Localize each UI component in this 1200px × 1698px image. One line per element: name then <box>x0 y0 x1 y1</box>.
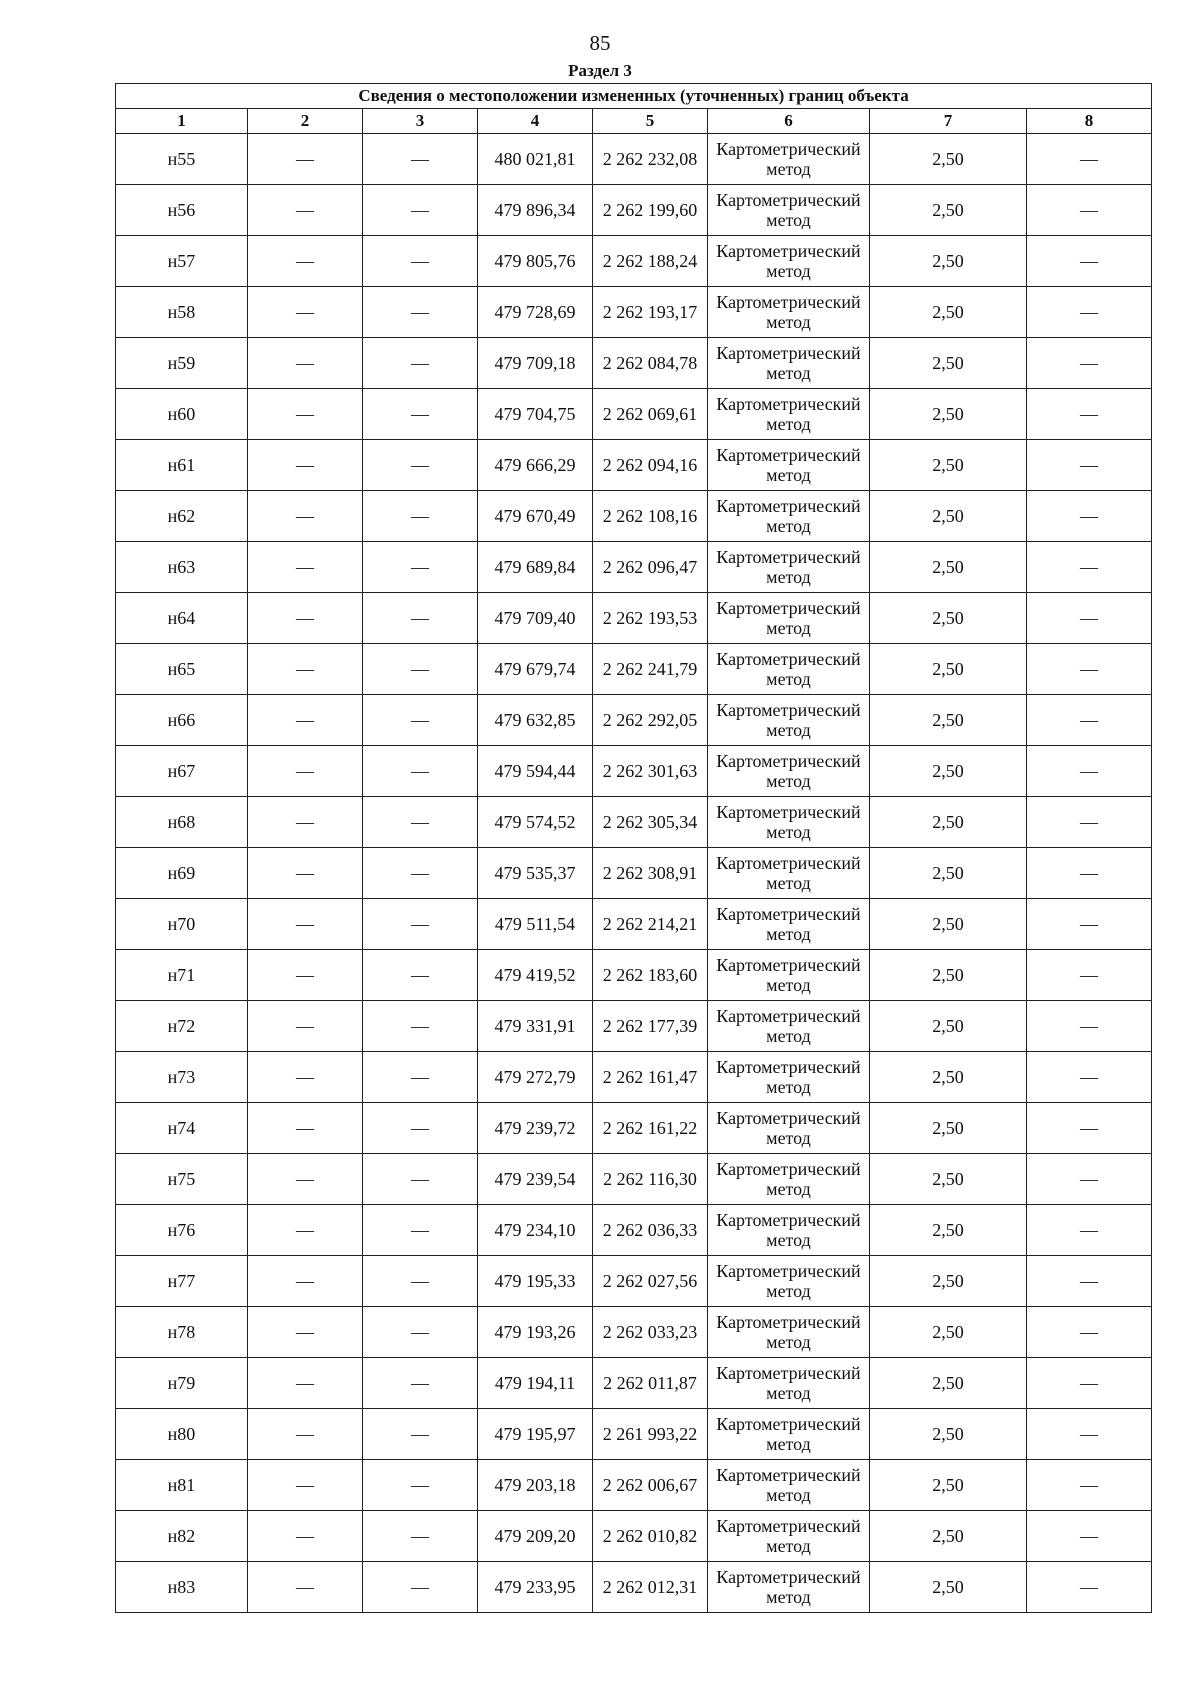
boundary-coordinates-table <box>115 83 1152 1613</box>
x-coordinate-cell: 479 331,91 <box>478 1001 593 1052</box>
table-row <box>116 1154 1152 1205</box>
method-cell: Картометрический метод <box>708 1001 870 1052</box>
precision-cell: 2,50 <box>870 1256 1027 1307</box>
col3-cell: — <box>363 491 478 542</box>
col2-cell: — <box>248 797 363 848</box>
method-cell: Картометрический метод <box>708 1358 870 1409</box>
col2-cell: — <box>248 848 363 899</box>
x-coordinate-cell: 479 574,52 <box>478 797 593 848</box>
precision-cell: 2,50 <box>870 1460 1027 1511</box>
column-number-8: 8 <box>1027 109 1152 134</box>
y-coordinate-cell: 2 262 094,16 <box>593 440 708 491</box>
y-coordinate-cell: 2 262 301,63 <box>593 746 708 797</box>
table-row <box>116 338 1152 389</box>
col8-cell: — <box>1027 1307 1152 1358</box>
y-coordinate-cell: 2 262 241,79 <box>593 644 708 695</box>
x-coordinate-cell: 479 666,29 <box>478 440 593 491</box>
col2-cell: — <box>248 1205 363 1256</box>
table-row <box>116 1205 1152 1256</box>
point-cell: н75 <box>116 1154 248 1205</box>
point-cell: н74 <box>116 1103 248 1154</box>
method-cell: Картометрический метод <box>708 950 870 1001</box>
x-coordinate-cell: 479 419,52 <box>478 950 593 1001</box>
method-cell: Картометрический метод <box>708 899 870 950</box>
x-coordinate-cell: 479 535,37 <box>478 848 593 899</box>
col8-cell: — <box>1027 236 1152 287</box>
table-row <box>116 1358 1152 1409</box>
table-row <box>116 440 1152 491</box>
point-cell: н62 <box>116 491 248 542</box>
column-number-1: 1 <box>116 109 248 134</box>
precision-cell: 2,50 <box>870 1358 1027 1409</box>
table-row <box>116 644 1152 695</box>
table-row <box>116 236 1152 287</box>
precision-cell: 2,50 <box>870 695 1027 746</box>
method-cell: Картометрический метод <box>708 491 870 542</box>
point-cell: н68 <box>116 797 248 848</box>
x-coordinate-cell: 479 234,10 <box>478 1205 593 1256</box>
col8-cell: — <box>1027 338 1152 389</box>
x-coordinate-cell: 479 511,54 <box>478 899 593 950</box>
method-cell: Картометрический метод <box>708 1307 870 1358</box>
col2-cell: — <box>248 644 363 695</box>
y-coordinate-cell: 2 262 012,31 <box>593 1562 708 1613</box>
method-cell: Картометрический метод <box>708 746 870 797</box>
precision-cell: 2,50 <box>870 440 1027 491</box>
col2-cell: — <box>248 950 363 1001</box>
method-cell: Картометрический метод <box>708 185 870 236</box>
col8-cell: — <box>1027 1409 1152 1460</box>
col3-cell: — <box>363 1205 478 1256</box>
col8-cell: — <box>1027 899 1152 950</box>
y-coordinate-cell: 2 262 006,67 <box>593 1460 708 1511</box>
col3-cell: — <box>363 1358 478 1409</box>
table-row <box>116 491 1152 542</box>
col8-cell: — <box>1027 1154 1152 1205</box>
x-coordinate-cell: 479 709,18 <box>478 338 593 389</box>
column-number-6: 6 <box>708 109 870 134</box>
point-cell: н71 <box>116 950 248 1001</box>
col3-cell: — <box>363 389 478 440</box>
table-row <box>116 797 1152 848</box>
point-cell: н73 <box>116 1052 248 1103</box>
table-row <box>116 1103 1152 1154</box>
col2-cell: — <box>248 695 363 746</box>
col3-cell: — <box>363 848 478 899</box>
point-cell: н78 <box>116 1307 248 1358</box>
table-row <box>116 1511 1152 1562</box>
col8-cell: — <box>1027 185 1152 236</box>
col2-cell: — <box>248 1256 363 1307</box>
col8-cell: — <box>1027 440 1152 491</box>
x-coordinate-cell: 479 233,95 <box>478 1562 593 1613</box>
x-coordinate-cell: 479 239,54 <box>478 1154 593 1205</box>
method-cell: Картометрический метод <box>708 1409 870 1460</box>
x-coordinate-cell: 479 594,44 <box>478 746 593 797</box>
col3-cell: — <box>363 899 478 950</box>
y-coordinate-cell: 2 262 069,61 <box>593 389 708 440</box>
table-row <box>116 899 1152 950</box>
table-caption: Сведения о местоположении измененных (уточненных) границ объекта <box>116 84 1152 109</box>
y-coordinate-cell: 2 262 193,17 <box>593 287 708 338</box>
col2-cell: — <box>248 1562 363 1613</box>
precision-cell: 2,50 <box>870 797 1027 848</box>
y-coordinate-cell: 2 262 232,08 <box>593 134 708 185</box>
table-row <box>116 542 1152 593</box>
precision-cell: 2,50 <box>870 848 1027 899</box>
x-coordinate-cell: 479 239,72 <box>478 1103 593 1154</box>
col3-cell: — <box>363 950 478 1001</box>
y-coordinate-cell: 2 262 214,21 <box>593 899 708 950</box>
col8-cell: — <box>1027 1460 1152 1511</box>
x-coordinate-cell: 479 272,79 <box>478 1052 593 1103</box>
col3-cell: — <box>363 1103 478 1154</box>
point-cell: н67 <box>116 746 248 797</box>
y-coordinate-cell: 2 262 193,53 <box>593 593 708 644</box>
col2-cell: — <box>248 287 363 338</box>
point-cell: н72 <box>116 1001 248 1052</box>
col3-cell: — <box>363 542 478 593</box>
method-cell: Картометрический метод <box>708 440 870 491</box>
col8-cell: — <box>1027 1511 1152 1562</box>
col2-cell: — <box>248 1001 363 1052</box>
column-number-5: 5 <box>593 109 708 134</box>
table-row <box>116 746 1152 797</box>
x-coordinate-cell: 479 689,84 <box>478 542 593 593</box>
table-body <box>116 134 1152 1613</box>
table-row <box>116 1562 1152 1613</box>
y-coordinate-cell: 2 262 027,56 <box>593 1256 708 1307</box>
precision-cell: 2,50 <box>870 644 1027 695</box>
method-cell: Картометрический метод <box>708 797 870 848</box>
col3-cell: — <box>363 440 478 491</box>
col3-cell: — <box>363 1409 478 1460</box>
point-cell: н59 <box>116 338 248 389</box>
y-coordinate-cell: 2 262 010,82 <box>593 1511 708 1562</box>
col3-cell: — <box>363 1460 478 1511</box>
col8-cell: — <box>1027 1052 1152 1103</box>
x-coordinate-cell: 479 203,18 <box>478 1460 593 1511</box>
col2-cell: — <box>248 134 363 185</box>
table-row <box>116 1001 1152 1052</box>
col2-cell: — <box>248 899 363 950</box>
col3-cell: — <box>363 695 478 746</box>
col2-cell: — <box>248 1103 363 1154</box>
y-coordinate-cell: 2 262 161,22 <box>593 1103 708 1154</box>
point-cell: н69 <box>116 848 248 899</box>
col2-cell: — <box>248 491 363 542</box>
table-row <box>116 1052 1152 1103</box>
y-coordinate-cell: 2 262 308,91 <box>593 848 708 899</box>
y-coordinate-cell: 2 262 116,30 <box>593 1154 708 1205</box>
page-number: 85 <box>589 31 611 55</box>
col2-cell: — <box>248 236 363 287</box>
x-coordinate-cell: 479 805,76 <box>478 236 593 287</box>
col3-cell: — <box>363 746 478 797</box>
precision-cell: 2,50 <box>870 950 1027 1001</box>
col8-cell: — <box>1027 644 1152 695</box>
col2-cell: — <box>248 1307 363 1358</box>
method-cell: Картометрический метод <box>708 1562 870 1613</box>
x-coordinate-cell: 479 195,33 <box>478 1256 593 1307</box>
col2-cell: — <box>248 338 363 389</box>
y-coordinate-cell: 2 262 199,60 <box>593 185 708 236</box>
y-coordinate-cell: 2 262 177,39 <box>593 1001 708 1052</box>
col2-cell: — <box>248 746 363 797</box>
y-coordinate-cell: 2 262 183,60 <box>593 950 708 1001</box>
precision-cell: 2,50 <box>870 1511 1027 1562</box>
method-cell: Картометрический метод <box>708 593 870 644</box>
col2-cell: — <box>248 1154 363 1205</box>
col8-cell: — <box>1027 848 1152 899</box>
x-coordinate-cell: 479 704,75 <box>478 389 593 440</box>
precision-cell: 2,50 <box>870 1409 1027 1460</box>
point-cell: н58 <box>116 287 248 338</box>
method-cell: Картометрический метод <box>708 1460 870 1511</box>
col3-cell: — <box>363 134 478 185</box>
y-coordinate-cell: 2 262 084,78 <box>593 338 708 389</box>
method-cell: Картометрический метод <box>708 1256 870 1307</box>
col3-cell: — <box>363 1001 478 1052</box>
precision-cell: 2,50 <box>870 338 1027 389</box>
precision-cell: 2,50 <box>870 1154 1027 1205</box>
col8-cell: — <box>1027 542 1152 593</box>
col8-cell: — <box>1027 134 1152 185</box>
col2-cell: — <box>248 440 363 491</box>
col3-cell: — <box>363 1256 478 1307</box>
precision-cell: 2,50 <box>870 236 1027 287</box>
x-coordinate-cell: 479 728,69 <box>478 287 593 338</box>
col8-cell: — <box>1027 1205 1152 1256</box>
method-cell: Картометрический метод <box>708 542 870 593</box>
col2-cell: — <box>248 185 363 236</box>
method-cell: Картометрический метод <box>708 287 870 338</box>
col3-cell: — <box>363 338 478 389</box>
point-cell: н79 <box>116 1358 248 1409</box>
table-row <box>116 695 1152 746</box>
col8-cell: — <box>1027 491 1152 542</box>
x-coordinate-cell: 479 194,11 <box>478 1358 593 1409</box>
point-cell: н60 <box>116 389 248 440</box>
method-cell: Картометрический метод <box>708 1154 870 1205</box>
method-cell: Картометрический метод <box>708 695 870 746</box>
point-cell: н70 <box>116 899 248 950</box>
col3-cell: — <box>363 1511 478 1562</box>
point-cell: н66 <box>116 695 248 746</box>
y-coordinate-cell: 2 262 305,34 <box>593 797 708 848</box>
table-row <box>116 185 1152 236</box>
x-coordinate-cell: 479 632,85 <box>478 695 593 746</box>
method-cell: Картометрический метод <box>708 236 870 287</box>
precision-cell: 2,50 <box>870 185 1027 236</box>
table-row <box>116 1256 1152 1307</box>
point-cell: н64 <box>116 593 248 644</box>
table-row <box>116 134 1152 185</box>
precision-cell: 2,50 <box>870 1103 1027 1154</box>
col8-cell: — <box>1027 1358 1152 1409</box>
x-coordinate-cell: 479 193,26 <box>478 1307 593 1358</box>
method-cell: Картометрический метод <box>708 1052 870 1103</box>
point-cell: н82 <box>116 1511 248 1562</box>
col3-cell: — <box>363 1154 478 1205</box>
col3-cell: — <box>363 236 478 287</box>
precision-cell: 2,50 <box>870 1307 1027 1358</box>
col2-cell: — <box>248 593 363 644</box>
x-coordinate-cell: 479 209,20 <box>478 1511 593 1562</box>
x-coordinate-cell: 479 679,74 <box>478 644 593 695</box>
y-coordinate-cell: 2 262 011,87 <box>593 1358 708 1409</box>
column-number-4: 4 <box>478 109 593 134</box>
section-title: Раздел 3 <box>568 61 632 80</box>
point-cell: н61 <box>116 440 248 491</box>
point-cell: н81 <box>116 1460 248 1511</box>
method-cell: Картометрический метод <box>708 338 870 389</box>
col8-cell: — <box>1027 797 1152 848</box>
column-numbers-row <box>116 109 1152 134</box>
point-cell: н76 <box>116 1205 248 1256</box>
point-cell: н65 <box>116 644 248 695</box>
point-cell: н80 <box>116 1409 248 1460</box>
precision-cell: 2,50 <box>870 1562 1027 1613</box>
method-cell: Картометрический метод <box>708 134 870 185</box>
col3-cell: — <box>363 1562 478 1613</box>
column-number-3: 3 <box>363 109 478 134</box>
col8-cell: — <box>1027 1562 1152 1613</box>
col2-cell: — <box>248 1409 363 1460</box>
col3-cell: — <box>363 1052 478 1103</box>
precision-cell: 2,50 <box>870 542 1027 593</box>
table-row <box>116 1307 1152 1358</box>
precision-cell: 2,50 <box>870 746 1027 797</box>
col8-cell: — <box>1027 950 1152 1001</box>
point-cell: н55 <box>116 134 248 185</box>
table-row <box>116 1409 1152 1460</box>
point-cell: н63 <box>116 542 248 593</box>
y-coordinate-cell: 2 262 188,24 <box>593 236 708 287</box>
col3-cell: — <box>363 644 478 695</box>
table-row <box>116 389 1152 440</box>
col8-cell: — <box>1027 1103 1152 1154</box>
col2-cell: — <box>248 1460 363 1511</box>
precision-cell: 2,50 <box>870 491 1027 542</box>
col8-cell: — <box>1027 287 1152 338</box>
col8-cell: — <box>1027 593 1152 644</box>
table-row <box>116 848 1152 899</box>
col3-cell: — <box>363 797 478 848</box>
method-cell: Картометрический метод <box>708 1205 870 1256</box>
y-coordinate-cell: 2 262 033,23 <box>593 1307 708 1358</box>
precision-cell: 2,50 <box>870 593 1027 644</box>
precision-cell: 2,50 <box>870 389 1027 440</box>
y-coordinate-cell: 2 261 993,22 <box>593 1409 708 1460</box>
col2-cell: — <box>248 1358 363 1409</box>
precision-cell: 2,50 <box>870 134 1027 185</box>
point-cell: н77 <box>116 1256 248 1307</box>
table-row <box>116 287 1152 338</box>
y-coordinate-cell: 2 262 096,47 <box>593 542 708 593</box>
table-row <box>116 1460 1152 1511</box>
point-cell: н57 <box>116 236 248 287</box>
col8-cell: — <box>1027 746 1152 797</box>
col3-cell: — <box>363 593 478 644</box>
col3-cell: — <box>363 287 478 338</box>
col2-cell: — <box>248 1511 363 1562</box>
column-number-7: 7 <box>870 109 1027 134</box>
table-row <box>116 950 1152 1001</box>
method-cell: Картометрический метод <box>708 644 870 695</box>
col8-cell: — <box>1027 389 1152 440</box>
y-coordinate-cell: 2 262 108,16 <box>593 491 708 542</box>
precision-cell: 2,50 <box>870 1052 1027 1103</box>
method-cell: Картометрический метод <box>708 1103 870 1154</box>
x-coordinate-cell: 479 195,97 <box>478 1409 593 1460</box>
x-coordinate-cell: 480 021,81 <box>478 134 593 185</box>
x-coordinate-cell: 479 896,34 <box>478 185 593 236</box>
col8-cell: — <box>1027 1001 1152 1052</box>
method-cell: Картометрический метод <box>708 389 870 440</box>
y-coordinate-cell: 2 262 292,05 <box>593 695 708 746</box>
point-cell: н83 <box>116 1562 248 1613</box>
point-cell: н56 <box>116 185 248 236</box>
x-coordinate-cell: 479 670,49 <box>478 491 593 542</box>
col3-cell: — <box>363 185 478 236</box>
y-coordinate-cell: 2 262 161,47 <box>593 1052 708 1103</box>
x-coordinate-cell: 479 709,40 <box>478 593 593 644</box>
table-row <box>116 593 1152 644</box>
col8-cell: — <box>1027 695 1152 746</box>
precision-cell: 2,50 <box>870 1205 1027 1256</box>
col3-cell: — <box>363 1307 478 1358</box>
column-number-2: 2 <box>248 109 363 134</box>
y-coordinate-cell: 2 262 036,33 <box>593 1205 708 1256</box>
precision-cell: 2,50 <box>870 287 1027 338</box>
precision-cell: 2,50 <box>870 1001 1027 1052</box>
col8-cell: — <box>1027 1256 1152 1307</box>
col2-cell: — <box>248 389 363 440</box>
col2-cell: — <box>248 1052 363 1103</box>
method-cell: Картометрический метод <box>708 848 870 899</box>
method-cell: Картометрический метод <box>708 1511 870 1562</box>
precision-cell: 2,50 <box>870 899 1027 950</box>
col2-cell: — <box>248 542 363 593</box>
